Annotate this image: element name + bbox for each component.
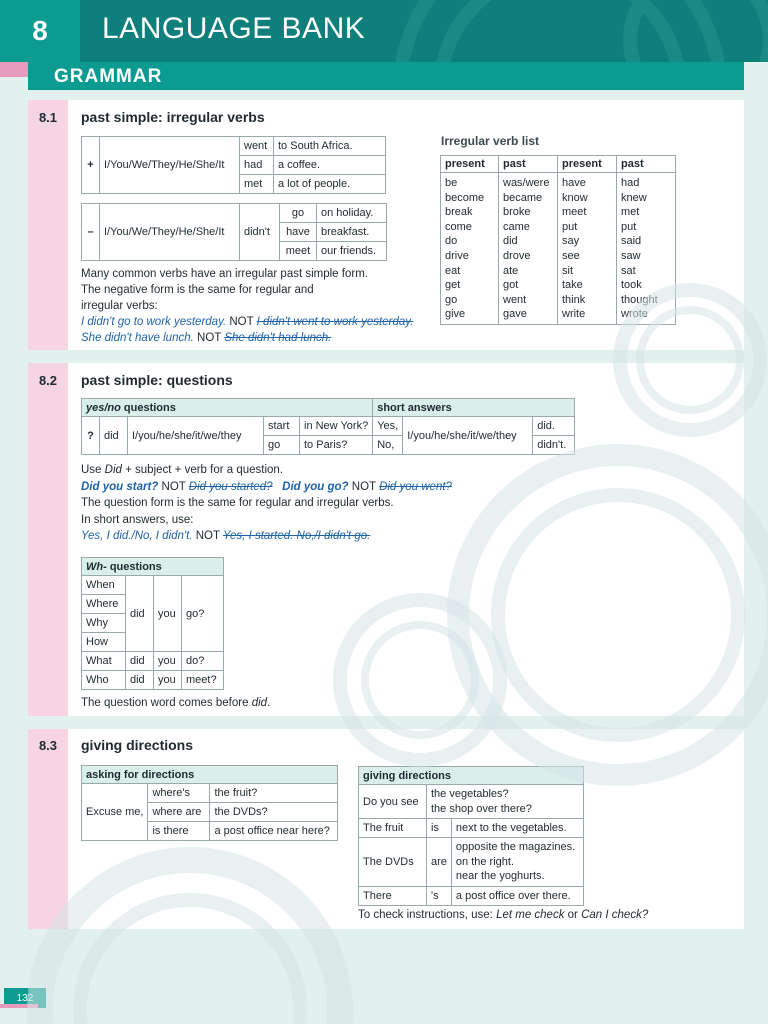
table-header-row (82, 766, 338, 784)
verb-form: did (503, 235, 518, 248)
not-label: NOT (351, 480, 376, 493)
object-cell (427, 785, 584, 819)
page-number: 132 (4, 988, 46, 1008)
wh-note: The question word comes before did. (81, 697, 271, 709)
table-row (359, 838, 584, 887)
verb-cell: met (240, 175, 274, 194)
verb-form: go (445, 293, 458, 306)
grammar-heading: GRAMMAR (54, 66, 163, 87)
yes-no-header: yes/no questions (82, 399, 373, 417)
verb-cell: had (240, 156, 274, 175)
table-row (359, 819, 584, 838)
no-cell: No, (373, 436, 403, 455)
section-8-1-margin (28, 100, 68, 350)
did-cell: did (126, 671, 154, 690)
column-header: present (558, 156, 617, 173)
table-row (82, 784, 338, 803)
object-line: the shop over there? (431, 802, 532, 815)
verb-form: be (445, 177, 458, 189)
table-row (441, 173, 676, 325)
verb-form: said (621, 235, 642, 248)
you-cell: you (154, 671, 182, 690)
table-row (82, 652, 224, 671)
minus-symbol: – (82, 204, 100, 261)
object-cell: breakfast. (317, 223, 387, 242)
example-line (81, 528, 452, 545)
page-number-accent (0, 1004, 38, 1008)
example-line (81, 479, 452, 496)
table-row (82, 204, 387, 223)
verb-form: come (445, 220, 472, 233)
verb-form: ate (503, 264, 519, 277)
object-cell: a coffee. (274, 156, 386, 175)
incorrect-example: Did you went? (379, 480, 452, 493)
table-header-row (82, 399, 575, 417)
section-title: giving directions (81, 737, 194, 753)
verb-form: came (503, 220, 530, 233)
verb-form: write (562, 308, 586, 321)
verb-form: put (621, 220, 637, 233)
object-cell: a post office over there. (451, 886, 583, 905)
example-line (81, 314, 413, 330)
past-column-2 (617, 173, 676, 325)
did-cell: did (126, 576, 154, 652)
wh-word: Who (82, 671, 126, 690)
verb-form: sat (621, 264, 636, 277)
subject-cell: The fruit (359, 819, 427, 838)
verb-form: was/were (503, 177, 550, 189)
table-row (82, 417, 575, 436)
table-row (82, 576, 224, 595)
note-line: The negative form is the same for regular and (81, 284, 314, 296)
irregular-verb-table (440, 155, 676, 325)
incorrect-example: Did you started? (188, 480, 273, 493)
verb-form: took (621, 279, 642, 292)
column-header: past (499, 156, 558, 173)
object-cell: a lot of people. (274, 175, 386, 194)
you-cell: you (154, 652, 182, 671)
verb-cell: meet (280, 242, 317, 261)
object-line: opposite the magazines. (455, 841, 576, 853)
object-cell: in New York? (300, 417, 373, 436)
present-column-2 (558, 173, 617, 325)
table-row (82, 137, 386, 156)
verb-form: drive (445, 249, 469, 262)
verb-cell: start (264, 417, 300, 436)
subject-cell: I/you/he/she/it/we/they (128, 417, 264, 455)
correct-example: Did you go? (282, 480, 349, 493)
note-line: Use Did + subject + verb for a question. (81, 464, 284, 476)
not-label: NOT (195, 530, 220, 542)
table-header-row (441, 156, 676, 173)
giving-directions-table (358, 766, 584, 906)
asking-directions-table (81, 765, 338, 841)
section-number: 8.1 (38, 110, 58, 125)
unit-number: 8 (0, 0, 80, 62)
section-title: past simple: irregular verbs (81, 109, 265, 125)
verb-form: get (445, 279, 461, 292)
verb-form: wrote (621, 308, 648, 321)
correct-example: I didn't go to work yesterday. (81, 316, 227, 328)
object-cell: the DVDs? (210, 803, 338, 822)
phrase-cell: Do you see (359, 785, 427, 819)
wh-word: What (82, 652, 126, 671)
verb-cell: do? (182, 652, 224, 671)
verb-form: had (621, 177, 640, 189)
verb-form: got (503, 279, 519, 292)
irregular-note (81, 266, 413, 346)
verb-form: broke (503, 206, 531, 219)
column-header: past (617, 156, 676, 173)
table-header-row (359, 767, 584, 785)
verb-form: see (562, 249, 580, 262)
object-cell: the fruit? (210, 784, 338, 803)
verb-cell: is (427, 819, 452, 838)
verb-form: went (503, 293, 527, 306)
yes-cell: Yes, (373, 417, 403, 436)
short-answers-header: short answers (373, 399, 575, 417)
not-label: NOT (229, 316, 254, 328)
verb-form: know (562, 191, 588, 204)
excuse-cell: Excuse me, (82, 784, 148, 841)
verb-cell: have (280, 223, 317, 242)
verb-form: take (562, 279, 583, 292)
verb-cell: went (240, 137, 274, 156)
page-title: LANGUAGE BANK (102, 12, 366, 45)
correct-example: Yes, I did./No, I didn't. (81, 530, 193, 542)
verb-form: saw (621, 249, 641, 262)
section-number: 8.3 (38, 738, 58, 753)
question-cell: is there (148, 822, 210, 841)
check-note: To check instructions, use: Let me check or Can I check? (358, 909, 649, 921)
verb-form: drove (503, 249, 531, 262)
verb-form: thought (621, 293, 658, 306)
subject-cell: There (359, 886, 427, 905)
wh-header: Wh- questions (82, 558, 224, 576)
short-answer-subject: I/you/he/she/it/we/they (403, 417, 533, 455)
object-cell: to Paris? (300, 436, 373, 455)
wh-word: When (82, 576, 126, 595)
you-cell: you (154, 576, 182, 652)
verb-form: become (445, 191, 485, 204)
object-cell: a post office near here? (210, 822, 338, 841)
present-column-1 (441, 173, 499, 325)
wh-word: Why (82, 614, 126, 633)
verb-cell: 's (427, 886, 452, 905)
incorrect-example: Yes, I started. No,/I didn't go. (223, 530, 371, 542)
giving-header: giving directions (359, 767, 584, 785)
plus-symbol: + (82, 137, 100, 194)
did-cell: did (100, 417, 128, 455)
object-cell: on holiday. (317, 204, 387, 223)
verb-list-title: Irregular verb list (441, 134, 540, 148)
verb-form: give (445, 308, 466, 321)
auxiliary-cell: didn't (240, 204, 280, 261)
question-cell: where are (148, 803, 210, 822)
correct-example: She didn't have lunch. (81, 332, 194, 344)
note-line: In short answers, use: (81, 513, 194, 526)
note-line: The question form is the same for regular and irregular verbs. (81, 497, 394, 509)
negative-past-table (81, 203, 387, 261)
verb-form: knew (621, 191, 647, 204)
yes-no-questions-table (81, 398, 575, 455)
wh-questions-table (81, 557, 224, 690)
section-8-2-margin (28, 363, 68, 716)
object-line: on the right. (455, 855, 514, 868)
verb-form: have (562, 177, 586, 189)
section-8-3-margin (28, 729, 68, 929)
not-label: NOT (197, 332, 222, 344)
verb-cell: go (280, 204, 317, 223)
verb-cell: go (264, 436, 300, 455)
note-line: irregular verbs: (81, 300, 158, 312)
short-answer-verb: did. (533, 417, 575, 436)
incorrect-example: I didn't went to work yesterday. (256, 316, 414, 328)
table-row (359, 886, 584, 905)
positive-past-table (81, 136, 386, 194)
object-cell (451, 838, 583, 887)
wh-word: How (82, 633, 126, 652)
verb-form: do (445, 235, 458, 248)
verb-form: break (445, 206, 473, 219)
wh-word: Where (82, 595, 126, 614)
verb-form: eat (445, 264, 461, 277)
verb-cell: are (427, 838, 452, 887)
incorrect-example: She didn't had lunch. (224, 332, 332, 344)
object-cell: next to the vegetables. (451, 819, 583, 838)
example-line (81, 330, 413, 346)
object-cell: to South Africa. (274, 137, 386, 156)
verb-cell: go? (182, 576, 224, 652)
object-line: the vegetables? (431, 788, 509, 800)
verb-form: think (562, 293, 586, 306)
subject-cell: I/You/We/They/He/She/It (100, 204, 240, 261)
verb-form: met (621, 206, 640, 219)
asking-header: asking for directions (82, 766, 338, 784)
verb-form: became (503, 191, 543, 204)
object-line: near the yoghurts. (455, 870, 545, 882)
subject-cell: The DVDs (359, 838, 427, 887)
verb-form: put (562, 220, 578, 233)
subject-cell: I/You/We/They/He/She/It (100, 137, 240, 194)
table-row (82, 671, 224, 690)
verb-form: gave (503, 308, 527, 321)
questions-note (81, 462, 452, 545)
past-column-1 (499, 173, 558, 325)
verb-form: meet (562, 206, 587, 219)
section-title: past simple: questions (81, 372, 233, 388)
short-answer-verb: didn't. (533, 436, 575, 455)
question-cell: where's (148, 784, 210, 803)
verb-cell: meet? (182, 671, 224, 690)
table-row (359, 785, 584, 819)
correct-example: Did you start? (81, 480, 159, 493)
section-number: 8.2 (38, 373, 58, 388)
verb-form: say (562, 235, 580, 248)
not-label: NOT (161, 480, 186, 493)
question-symbol: ? (82, 417, 100, 455)
note-line: Many common verbs have an irregular past simple form. (81, 268, 368, 280)
verb-form: sit (562, 264, 573, 277)
column-header: present (441, 156, 499, 173)
object-cell: our friends. (317, 242, 387, 261)
table-header-row (82, 558, 224, 576)
did-cell: did (126, 652, 154, 671)
